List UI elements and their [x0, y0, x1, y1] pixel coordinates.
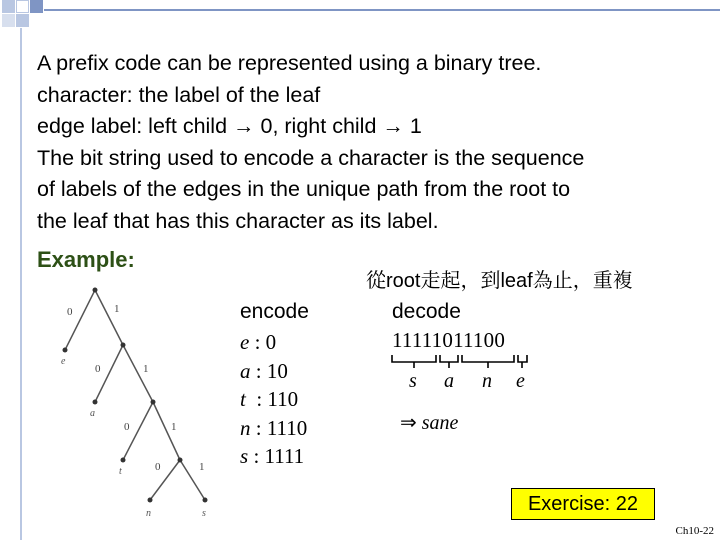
decode-brackets: [390, 352, 530, 372]
top-rule: [44, 9, 720, 11]
decoded-letter: n: [482, 370, 492, 392]
decode-result: [400, 410, 458, 435]
edge-label: 1: [171, 421, 177, 433]
decode-bitstring: 11111011100: [392, 328, 506, 352]
leaf-label: n: [146, 508, 151, 519]
left-rule: [20, 28, 22, 540]
tree-edge: [123, 345, 153, 402]
corner-square: [16, 0, 29, 13]
example-heading: Example:: [37, 247, 135, 272]
paragraph-line: A prefix code can be represented using a binary tree.: [37, 51, 542, 75]
result-word: sane: [421, 412, 459, 434]
encode-row: [240, 442, 307, 471]
tree-leaf: [203, 498, 208, 503]
encode-char: e: [240, 330, 250, 354]
bracket: [518, 355, 527, 362]
tree-edge: [65, 290, 95, 350]
tree-leaf: [148, 498, 153, 503]
encode-heading: encode: [240, 300, 309, 323]
encode-char: s: [240, 444, 249, 468]
edge-label: 0: [155, 461, 161, 473]
encode-list: [240, 328, 307, 471]
edge-label: 1: [114, 303, 120, 315]
tree-node: [178, 458, 183, 463]
paragraph-line: character: the label of the leaf: [37, 82, 321, 107]
bracket: [462, 355, 514, 362]
encode-row: [240, 328, 307, 357]
tree-leaf: [93, 400, 98, 405]
tree-leaf: [63, 348, 68, 353]
decoded-letter: s: [409, 370, 417, 392]
encode-code: : 1110: [250, 415, 308, 440]
encode-char: n: [240, 415, 251, 440]
leaf-label: e: [61, 356, 66, 367]
edge-label: 1: [143, 363, 149, 375]
encode-row: [240, 414, 307, 443]
intro-paragraph: [37, 48, 707, 237]
encode-row: [240, 385, 307, 414]
leaf-label: t: [119, 466, 122, 477]
chinese-note: 從root走起，到leaf為止，重複: [366, 270, 633, 292]
edge-label: 1: [199, 461, 205, 473]
bracket: [392, 355, 436, 362]
decoded-letter: a: [444, 370, 454, 392]
tree-leaf: [121, 458, 126, 463]
corner-square: [30, 0, 43, 13]
encode-code: : 0: [249, 330, 277, 354]
tree-node: [93, 288, 98, 293]
encode-code: : 10: [250, 358, 288, 383]
tree-node: [151, 400, 156, 405]
edge-label: 0: [124, 421, 130, 433]
edge-label: 0: [95, 363, 101, 375]
corner-square: [2, 14, 15, 27]
tree-node: [121, 343, 126, 348]
leaf-label: a: [90, 408, 95, 419]
corner-square: [2, 0, 15, 13]
encode-code: : 1111: [248, 444, 305, 468]
encode-char: a: [240, 358, 251, 383]
paragraph-line: edge label: left child → 0, right child → 1: [37, 114, 422, 138]
leaf-label: s: [202, 508, 206, 519]
paragraph-line: the leaf that has this character as its label.: [37, 208, 439, 233]
decode-heading: decode: [392, 300, 461, 323]
decoded-letter: e: [516, 370, 525, 392]
implies-arrow: ⇒: [400, 412, 417, 434]
edge-label: 0: [67, 306, 73, 318]
page-number: Ch10-22: [675, 525, 714, 537]
exercise-box: Exercise: 22: [511, 488, 655, 520]
encode-row: [240, 357, 307, 386]
tree-edge: [95, 290, 123, 345]
paragraph-line: of labels of the edges in the unique path from the root to: [37, 177, 571, 201]
encode-char: t: [240, 387, 246, 411]
paragraph-line: The bit string used to encode a character is the sequence: [37, 145, 585, 170]
encode-code: : 110: [245, 387, 299, 411]
corner-square: [16, 14, 29, 27]
binary-tree-diagram: [55, 280, 225, 520]
bracket: [440, 355, 458, 362]
